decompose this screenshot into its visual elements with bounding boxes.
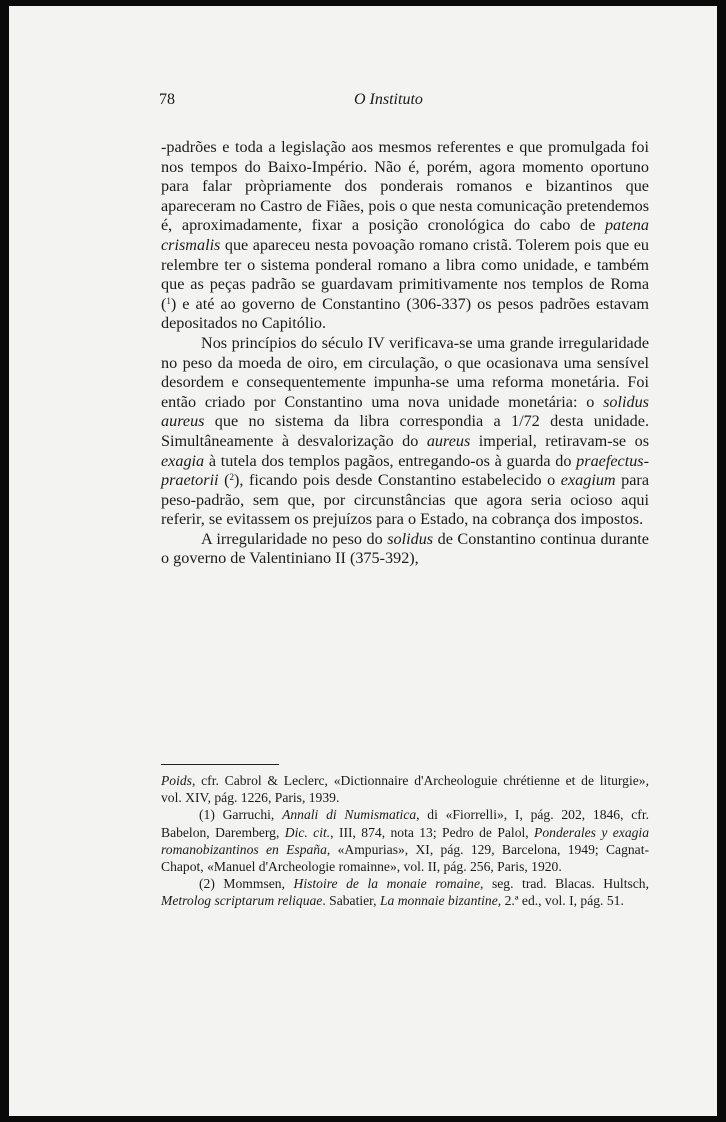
paragraph-3: A irregularidade no peso do solidus de Constantino continua durante o governo de Valentiniano II (375-392), bbox=[161, 529, 649, 568]
body-text bbox=[161, 138, 649, 569]
book-page bbox=[9, 6, 717, 1116]
italic-term: exagium bbox=[560, 471, 616, 490]
italic-term: aureus bbox=[426, 431, 471, 450]
footnote-divider bbox=[161, 764, 279, 765]
footnote-1: (1) Garruchi, Annali di Numismatica, di «Fiorrelli», I, pág. 202, 1846, cfr. Babelon, Daremberg, Dic. cit., III, 874, nota 13; Pedro de Palol, Ponderales y exagia romanobizantinos en España, «Ampurias», XI, pág. 129, Barcelona, 1949; Cagnat-Chapot, «Manuel d'Archeologie romainne», vol. II, pág. 256, Paris, 1920. bbox=[161, 807, 650, 875]
italic-term: solidus bbox=[387, 529, 434, 548]
footnote-continuation: Poids, cfr. Cabrol & Leclerc, «Dictionnaire d'Archeologuie chrétienne et de liturgie», vol. XIV, pág. 1226, Paris, 1939. bbox=[161, 773, 649, 806]
footnote-ref: 2 bbox=[229, 472, 234, 483]
running-title: O Instituto bbox=[354, 91, 423, 108]
paragraph-1: -padrões e toda a legislação aos mesmos referentes e que promulgada foi nos tempos do Baixo-Império. Não é, porém, agora momento oportuno para falar pròpriamente dos ponderais romanos e bizantinos que apareceram no Castro de Fiães, pois o que nesta comunicação pretendemos é, aproximadamente, fixar a posição cronológica do cabo de patena crismalis que apareceu nesta povoação romano cristã. Tolerem pois que eu relembre ter o sistema ponderal romano a libra como unidade, e também que as peças padrão se guardavam primitivamente nos templos de Roma ($^1$) e até ao governo de Constantino (306-337) os pesos padrões estavam depositados no Capitólio. bbox=[161, 138, 649, 333]
page-number: 78 bbox=[159, 91, 175, 108]
italic-term: patena crismalis bbox=[161, 216, 649, 254]
italic-term: exagia bbox=[161, 451, 205, 470]
footnote-2: (2) Mommsen, Histoire de la monaie romaine, seg. trad. Blacas. Hultsch, Metrolog scriptarum reliquae. Sabatier, La monnaie bizantine, 2.ª ed., vol. I, pág. 51. bbox=[161, 876, 649, 909]
paragraph-2: Nos princípios do século IV verificava-se uma grande irregularidade no peso da moeda de oiro, em circulação, o que ocasionava uma sensível desordem e consequentemente impunha-se uma reforma monetária. Foi então criado por Constantino uma nova unidade monetária: o solidus aureus que no sistema da libra correspondia a 1/72 desta unidade. Simultâneamente à desvalorização do aureus imperial, retiravam-se os exagia à tutela dos templos pagãos, entregando-os à guarda do praefectus-praetorii ($^2$), ficando pois desde Constantino estabelecido o exagium para peso-padrão, sem que, por circunstâncias que agora seria ocioso aqui referir, se evitassem os prejuízos para o Estado, na cobrança dos impostos. bbox=[161, 333, 649, 529]
italic-term: praefectus-praetorii bbox=[161, 451, 649, 490]
footnote-ref: 1 bbox=[166, 295, 171, 306]
footnotes bbox=[161, 772, 649, 910]
italic-term: solidus aureus bbox=[161, 392, 649, 431]
